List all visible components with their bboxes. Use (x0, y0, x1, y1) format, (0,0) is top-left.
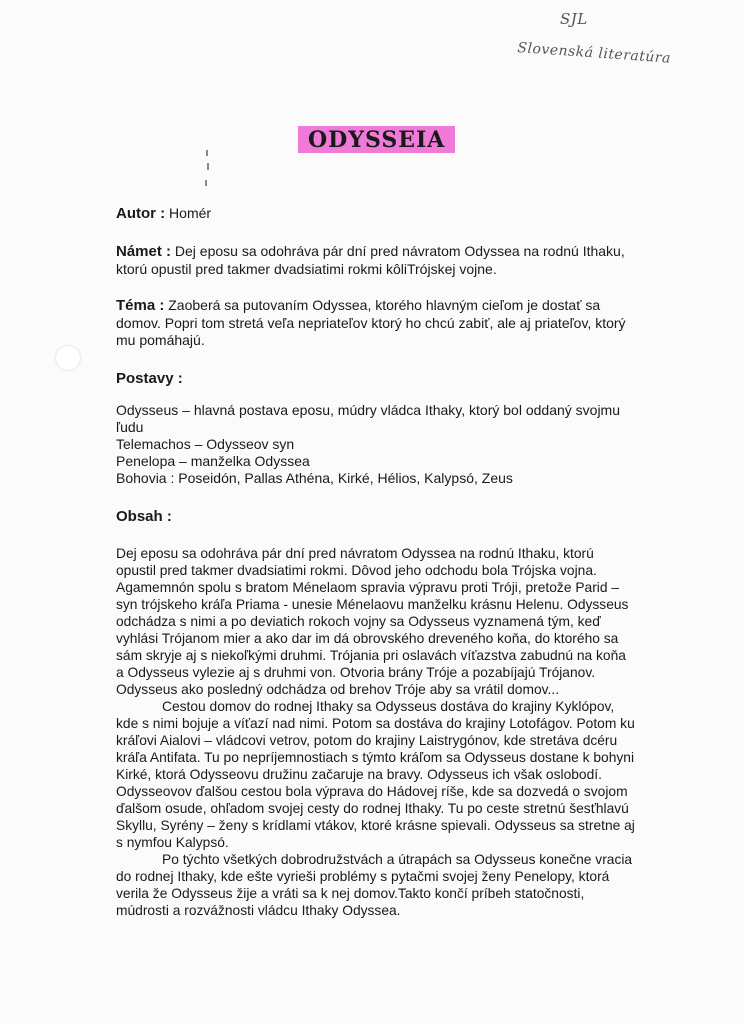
content-line: Kirké, ktorá Odysseovu družinu začaruje na bravy. Odysseus ich však oslobodí. (116, 767, 602, 782)
content-line: a Odysseus vylezie aj s druhmi von. Otvoria brány Tróje a pozabíjajú Trójanov. (116, 665, 596, 680)
content-line: odchádza s nimi a po deviatich rokoch vojny sa Odysseus vyznamená tým, keď (116, 614, 601, 629)
topic-label: Téma : (116, 297, 165, 314)
content-line: múdrosti a rozvážnosti vládcu Ithaky Odyssea. (116, 903, 401, 918)
topic-text-1: Zaoberá sa putovaním Odyssea, ktorého hlavným cieľom je dostať sa (164, 297, 601, 313)
content-line: opustil pred takmer dvadsiatimi rokmi. Dôvod jeho odchodu bola Trójska vojna. (116, 563, 597, 578)
character-line: Odysseus – hlavná postava eposu, múdry vládca Ithaky, ktorý bol oddaný svojmu (116, 402, 621, 418)
punch-hole (56, 346, 80, 370)
character-line: ľudu (116, 419, 144, 435)
pen-mark (205, 180, 207, 186)
content-line: kde s nimi bojuje a víťazí nad nimi. Potom sa dostáva do krajiny Lotofágov. Potom ku (116, 716, 635, 731)
title-block (298, 126, 455, 153)
handwritten-note-top: SJL (560, 10, 588, 28)
author-label: Autor : (116, 205, 166, 222)
content-line: kráľa Antifata. Tu po nepríjemnostiach s týmto kráľom sa Odysseus dostane k bohyni (116, 750, 635, 765)
content-line: Odysseovov ďalšou cestou bola výprava do Hádovej ríše, kde sa dozvedá o svojom (116, 784, 628, 799)
character-line: Telemachos – Odysseov syn (116, 436, 295, 452)
content-line: Dej eposu sa odohráva pár dní pred návratom Odyssea na rodnú Ithaku, ktorú (116, 546, 594, 561)
character-line: Penelopa – manželka Odyssea (116, 453, 310, 469)
content-line: Po týchto všetkých dobrodružstvách a útrapách sa Odysseus konečne vracia (116, 852, 633, 867)
document-title: ODYSSEIA (298, 126, 455, 153)
content-line: Odysseus ako posledný odchádza od brehov Tróje aby sa vrátil domov... (116, 682, 560, 697)
topic-line-2: domov. Popri tom stretá veľa nepriateľov ktorý ho chcú zabiť, ale aj priateľov, ktorý (116, 315, 626, 331)
content-line: vyhlási Trójanom mier a ako dar im dá obrovského dreveného koňa, do ktorého sa (116, 631, 619, 646)
content-heading: Obsah : (116, 508, 172, 525)
theme-line-2: ktorú opustil pred takmer dvadsiatimi rokmi kôliTrójskej vojne. (116, 261, 497, 277)
content-line: kráľovi Aialovi – vládcovi vetrov, potom do krajiny Laistrygónov, kde stretáva dcéru (116, 733, 618, 748)
author-line (116, 205, 211, 222)
topic-line-3: mu pomáhajú. (116, 332, 205, 348)
content-line: syn trójskeho kráľa Priama - unesie Ménelaovu manželku krásnu Helenu. Odysseus (116, 597, 629, 612)
theme-label: Námet : (116, 243, 172, 260)
content-line: Agamemnón spolu s bratom Ménelaom spravia výpravu proti Tróji, pretože Parid – (116, 580, 620, 595)
character-line: Bohovia : Poseidón, Pallas Athéna, Kirké, Hélios, Kalypsó, Zeus (116, 470, 513, 486)
content-line: sám skryje aj s niekoľkými druhmi. Trójania pri oslavách víťazstva zabudnú na koňa (116, 648, 626, 663)
content-line: Skyllu, Syrény – ženy s krídlami vtákov, ktoré krásne spievali. Odysseus sa stretne aj (116, 818, 635, 833)
handwritten-note-margin: Slovenská literatúra (516, 40, 672, 67)
pen-mark (207, 163, 209, 170)
theme-text-1: Dej eposu sa odohráva pár dní pred návratom Odyssea na rodnú Ithaku, (171, 243, 625, 259)
theme-line-1 (116, 243, 625, 260)
content-line: Cestou domov do rodnej Ithaky sa Odysseus dostáva do krajiny Kyklópov, (116, 699, 615, 714)
characters-heading: Postavy : (116, 370, 183, 387)
content-line: ďalšom osude, ohľadom svojej cesty do rodnej Ithaky. Tu po ceste stretnú šesťhlavú (116, 801, 629, 816)
content-line: s nymfou Kalypsó. (116, 835, 229, 850)
pen-mark (206, 150, 208, 156)
content-line: verila že Odysseus žije a vráti sa k nej domov.Takto končí príbeh statočnosti, (116, 886, 585, 901)
author-value: Homér (165, 205, 212, 221)
topic-line-1 (116, 297, 600, 314)
content-line: do rodnej Ithaky, kde ešte vyrieši problémy s pytačmi svojej ženy Penelopy, ktorá (116, 869, 610, 884)
